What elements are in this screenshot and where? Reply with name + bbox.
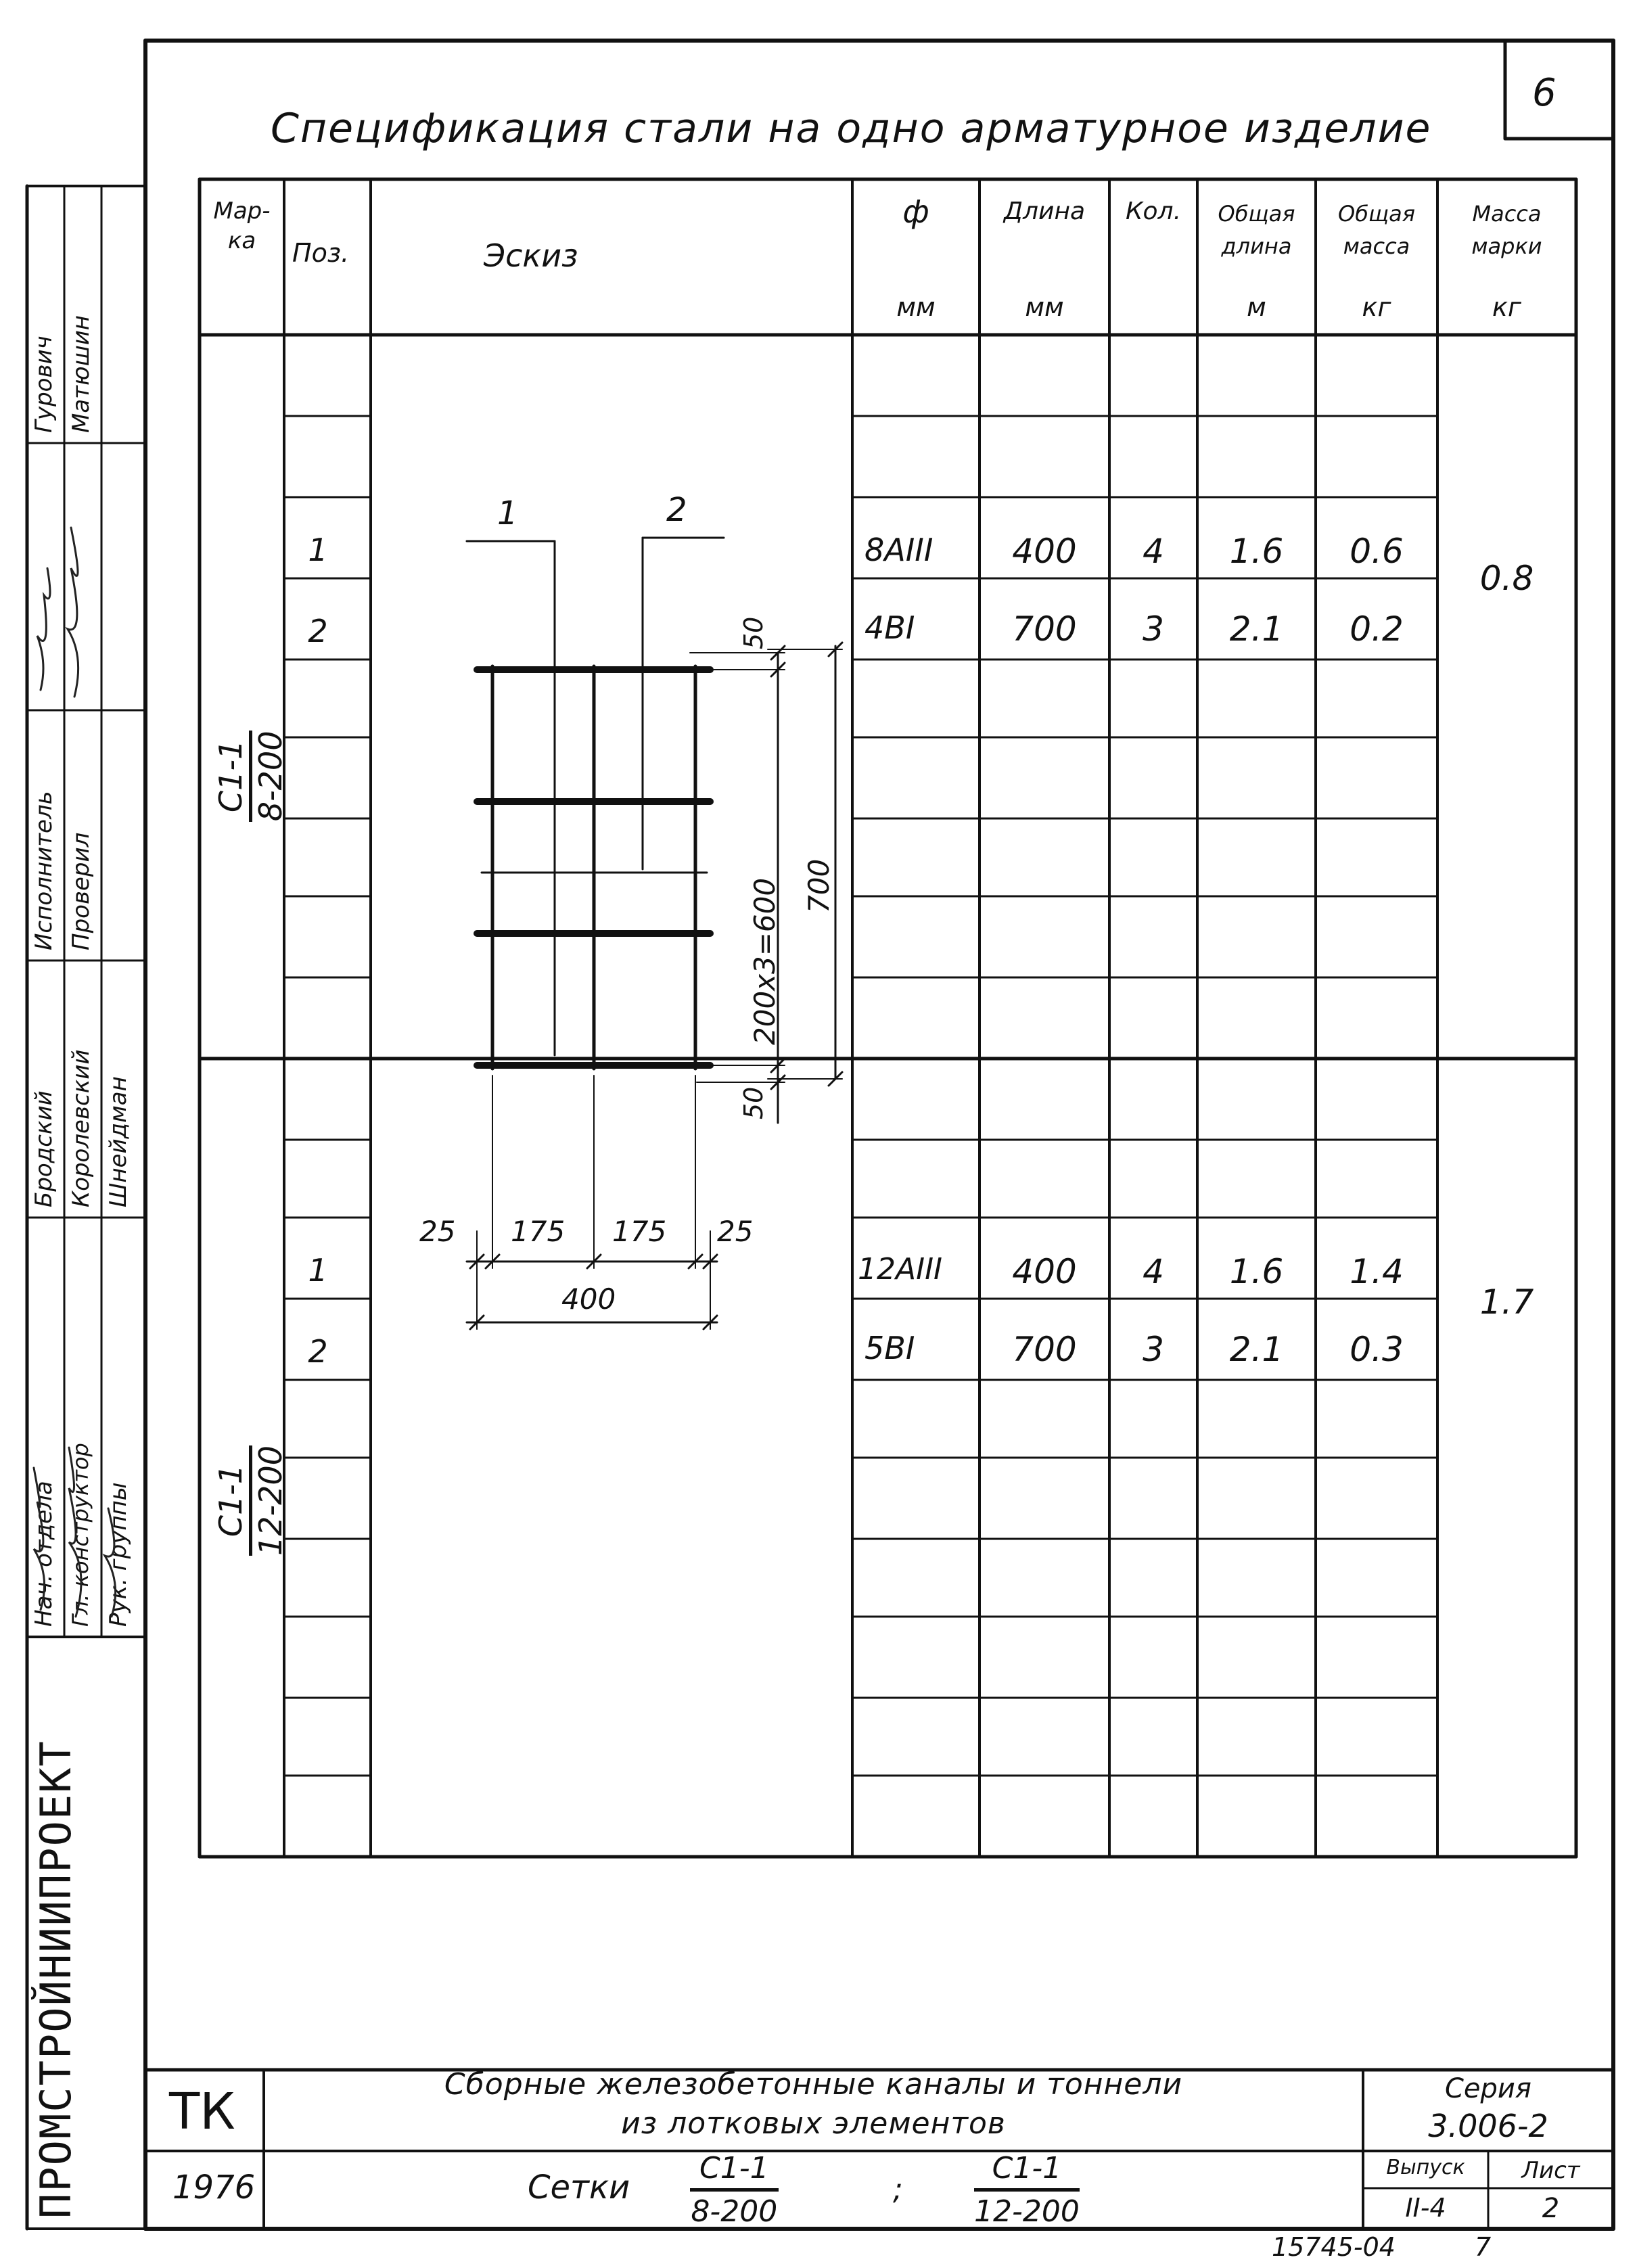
tb-subject-a-den: 8-200 — [691, 2194, 778, 2229]
sketch-dim-bottom: 50 — [739, 1086, 768, 1119]
spec-title: Спецификация стали на одно арматурное изделие — [271, 105, 1432, 152]
group1-mark-num: С1-1 — [215, 731, 252, 822]
tb-sheet-label: Лист — [1521, 2157, 1580, 2184]
header-eskiz: Эскиз — [484, 237, 578, 274]
sketch-dim-25-left: 25 — [419, 1215, 456, 1248]
table-row-diam: 8АIII — [864, 532, 933, 568]
table-row-total-mass: 0.2 — [1350, 609, 1404, 649]
side-col1-0: Гурович — [30, 335, 57, 433]
table-row-length: 400 — [1012, 532, 1077, 571]
header-obsh-dlina: Общая длина — [1218, 201, 1295, 259]
tb-subject-sep: ; — [893, 2172, 903, 2206]
footer-inventory: 15745-04 — [1272, 2232, 1396, 2262]
header-massa-marki-unit: кг — [1492, 292, 1521, 322]
side-col2-3: Гл. конструктор — [68, 1443, 93, 1627]
side-col2-0: Матюшин — [68, 315, 95, 433]
table-row: 2 — [308, 613, 328, 649]
header-kol: Кол. — [1125, 198, 1182, 225]
side-col1-3: Нач. отдела — [30, 1481, 57, 1627]
tb-subject-b — [974, 2151, 1080, 2229]
sketch-dim-mid: 200х3=600 — [748, 877, 781, 1045]
side-org-name: ПРОМСТРОЙНИИПРОЕКТ — [31, 1740, 80, 2219]
table-row-total-mass: 0.6 — [1350, 532, 1404, 571]
header-dlina: Длина — [1003, 198, 1086, 225]
table-row-total-length: 1.6 — [1229, 532, 1284, 571]
sketch-leader-2: 2 — [666, 491, 687, 529]
table-row-total-length: 2.1 — [1229, 609, 1284, 649]
tb-series-label: Серия — [1445, 2073, 1531, 2104]
side-col2-2: Королевский — [68, 1049, 95, 1207]
tb-subject-b-den: 12-200 — [974, 2194, 1080, 2229]
table-row: 1 — [308, 1252, 328, 1289]
table-row-diam: 12АIII — [858, 1252, 943, 1287]
table-row: 2 — [308, 1333, 328, 1370]
table-row-diam: 5ВI — [864, 1330, 915, 1366]
group2-mass: 1.7 — [1479, 1282, 1534, 1322]
tb-subject-a-num: С1-1 — [690, 2151, 779, 2192]
table-row-length: 700 — [1012, 1330, 1077, 1369]
header-massa-marki: Масса марки — [1471, 201, 1542, 259]
tb-year: 1976 — [172, 2169, 256, 2206]
footer-page: 7 — [1475, 2232, 1492, 2262]
header-diam: ф — [902, 193, 929, 230]
sketch-dim-175-b: 175 — [612, 1215, 667, 1248]
table-row-total-mass: 0.3 — [1350, 1330, 1404, 1369]
group1-mark-den: 8-200 — [252, 731, 289, 822]
sketch-dim-175-a: 175 — [511, 1215, 566, 1248]
header-poz: Поз. — [292, 238, 350, 268]
side-col3-0: Шнейдман — [105, 1076, 132, 1207]
header-dlina-unit: мм — [1025, 292, 1064, 322]
header-obsh-massa: Общая масса — [1338, 201, 1415, 259]
side-col2-1: Проверил — [68, 832, 95, 950]
side-col1-1: Исполнитель — [30, 791, 57, 950]
tb-issue-label: Выпуск — [1386, 2156, 1465, 2179]
tb-code: ТК — [169, 2083, 235, 2141]
table-row-qty: 3 — [1143, 609, 1164, 649]
group2-mark-num: С1-1 — [215, 1445, 252, 1556]
sheet-number: 6 — [1532, 71, 1557, 115]
table-row-length: 700 — [1012, 609, 1077, 649]
tb-subject-b-num: С1-1 — [974, 2151, 1080, 2192]
table-row-total-length: 2.1 — [1229, 1330, 1284, 1369]
sketch-dim-25-right: 25 — [717, 1215, 754, 1248]
sketch-dim-total: 700 — [802, 858, 835, 913]
tb-sheet-value: 2 — [1542, 2193, 1560, 2224]
header-obsh-dlina-unit: м — [1247, 292, 1266, 322]
table-row-diam: 4ВI — [864, 609, 915, 646]
side-col1-2: Бродский — [30, 1090, 57, 1207]
tb-title-line2: из лотковых элементов — [621, 2106, 1006, 2141]
tb-subject-a — [690, 2151, 779, 2229]
table-row-qty: 4 — [1143, 532, 1164, 571]
header-diam-unit: мм — [896, 292, 936, 322]
sketch-dim-width: 400 — [561, 1282, 616, 1316]
table-row-total-mass: 1.4 — [1350, 1252, 1404, 1291]
header-obsh-massa-unit: кг — [1362, 292, 1391, 322]
sketch-leader-1: 1 — [497, 494, 518, 532]
sketch-dim-top: 50 — [739, 616, 768, 649]
table-row-total-length: 1.6 — [1229, 1252, 1284, 1291]
group1-mass: 0.8 — [1479, 559, 1534, 598]
side-col3-1: Рук. группы — [105, 1482, 132, 1627]
tb-series-value: 3.006-2 — [1428, 2108, 1548, 2144]
table-row-qty: 4 — [1143, 1252, 1164, 1291]
group2-mark-den: 12-200 — [252, 1445, 289, 1556]
tb-issue-value: II-4 — [1405, 2193, 1446, 2223]
header-marka: Мар-ка — [213, 198, 271, 254]
tb-subject-label: Сетки — [528, 2169, 630, 2206]
tb-title-line1: Сборные железобетонные каналы и тоннели — [444, 2067, 1183, 2102]
table-row-length: 400 — [1012, 1252, 1077, 1291]
table-row-qty: 3 — [1143, 1330, 1164, 1369]
table-row: 1 — [308, 532, 328, 568]
